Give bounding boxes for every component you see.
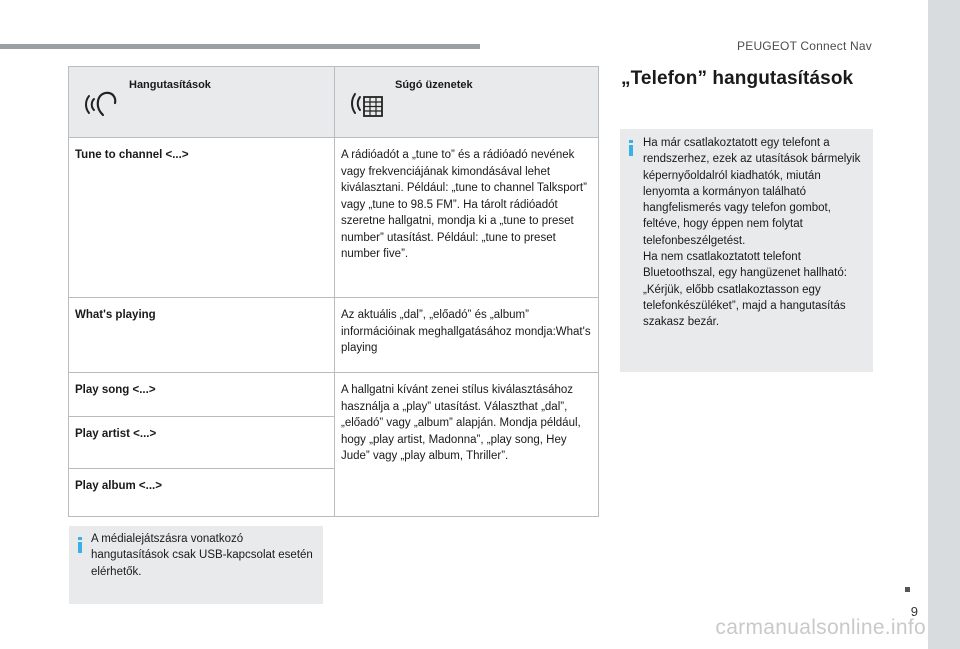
header-bar [0,44,480,49]
table-row [69,373,599,417]
media-info-note [69,526,323,604]
phone-section-title: „Telefon” hangutasítások [621,68,854,89]
table-row [69,298,599,373]
continue-marker [905,587,910,592]
table-header-row [69,67,599,138]
header-cell-help [335,67,599,138]
media-note-text: A médialejátszásra vonatkozó hangutasítások csak USB-kapcsolat esetén elérhetők. [91,533,313,578]
help-cell: A rádióadót a „tune to” és a rádióadó nevének vagy frekvenciájának kimondásával lehet kiválasztani. Például: „tune to channel Talksport” vagy „tune to 98.5 FM”. Ha tárolt rádióadót szeretne hallgatni, mondja ki a „tune to preset number” utasítást. Például: „tune to preset number five”. [335,138,599,298]
header-cell-commands [69,67,335,138]
command-cell: Play album <...> [69,469,335,517]
page-side-band [928,0,960,649]
phone-note-paragraph: Ha már csatlakoztatott egy telefont a rendszerhez, ezek az utasítások bármelyik képernyőoldalról kiadhatók, miután lenyomta a kormányon található hangfelismerés vagy telefon gombot, feltéve, hogy éppen nem folytat telefonbeszélgetést. [643,137,861,247]
table-row [69,138,599,298]
voice-command-icon [85,85,119,119]
command-cell: Tune to channel <...> [69,138,335,298]
command-cell: Play artist <...> [69,417,335,469]
header-label-help: Súgó üzenetek [395,79,473,91]
voice-command-table [68,66,599,517]
watermark: carmanualsonline.info [715,616,926,639]
info-icon [78,537,82,553]
page-number: 9 [910,604,918,619]
voice-help-icon [351,85,385,119]
command-cell: Play song <...> [69,373,335,417]
command-cell: What's playing [69,298,335,373]
brand-label: PEUGEOT Connect Nav [737,39,872,53]
help-cell: A hallgatni kívánt zenei stílus kiválasztásához használja a „play” utasítást. Választhat „dal”, „előadó” vagy „album” alapján. Mondja például, hogy „play artist, Madonna”, „play song, Hey Jude” vagy „play album, Thriller”. [335,373,599,517]
header-label-commands: Hangutasítások [129,79,211,91]
info-icon [629,140,633,156]
help-cell: Az aktuális „dal”, „előadó” és „album” információinak meghallgatásához mondja:What's playing [335,298,599,373]
phone-info-note [620,129,873,372]
phone-note-paragraph: Ha nem csatlakoztatott telefont Bluetoothszal, egy hangüzenet hallható: „Kérjük, előbb csatlakoztasson egy telefonkészüléket”, majd a hangutasítás szakasz bezár. [643,251,847,329]
